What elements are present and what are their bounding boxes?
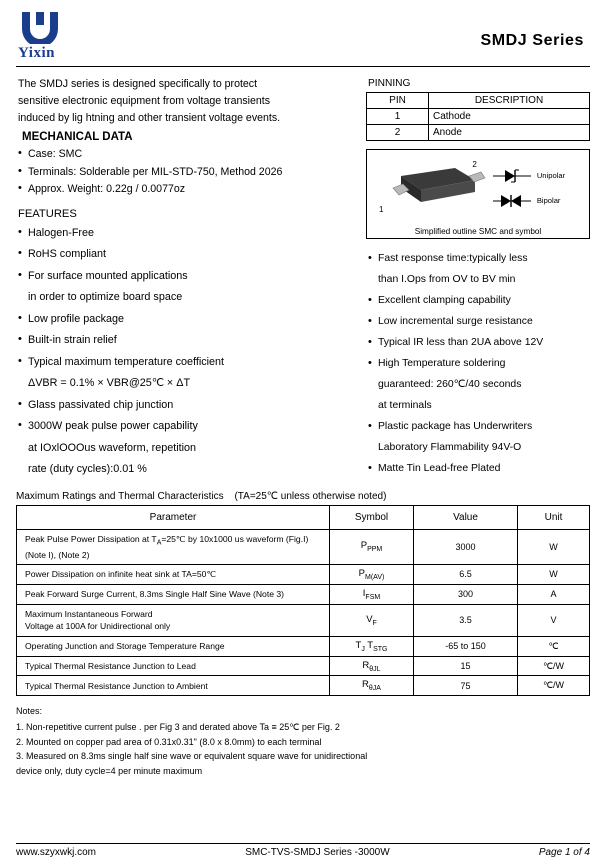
cell-symbol: $V_F$ <box>330 604 414 636</box>
column-header-parameter: Parameter <box>17 505 330 529</box>
table-row <box>17 676 590 696</box>
list-item: • RoHS compliant <box>16 244 358 265</box>
mechanical-data-list <box>16 146 358 197</box>
cell-pin: 1 <box>367 109 429 125</box>
list-item: than I.Ops from OV to BV min <box>378 273 516 285</box>
package-caption: Simplified outline SMC and symbol <box>414 227 542 236</box>
page-title: SMDJ Series <box>480 32 584 49</box>
table-row <box>17 565 590 585</box>
cell-unit: A <box>518 584 590 604</box>
pin-2-marker: 2 <box>472 160 477 169</box>
column-header-unit: Unit <box>518 505 590 529</box>
package-outline-figure <box>366 149 590 239</box>
cell-unit: ℃/W <box>518 656 590 676</box>
unipolar-diode-icon <box>491 168 533 184</box>
list-item: • Excellent clamping capability <box>366 291 590 311</box>
smc-package-drawing <box>371 154 491 222</box>
list-item: • Halogen-Free <box>16 223 358 244</box>
note-item: 3. Measured on 8.3ms single half sine wave or equivalent square wave for unidirectional <box>16 751 368 762</box>
cell-unit: W <box>518 529 590 564</box>
column-header-symbol: Symbol <box>330 505 414 529</box>
cell-parameter: Typical Thermal Resistance Junction to Ambient <box>17 676 330 696</box>
content-columns <box>0 67 606 481</box>
intro-paragraph <box>18 76 358 127</box>
list-item: at terminals <box>378 399 432 411</box>
list-item: in order to optimize board space <box>28 291 183 304</box>
cell-value: 6.5 <box>414 565 518 585</box>
column-header-pin: PIN <box>367 93 429 109</box>
cell-symbol: $I_{FSM}$ <box>330 584 414 604</box>
cell-unit: ℃/W <box>518 676 590 696</box>
table-row <box>367 125 590 141</box>
cell-description: Cathode <box>429 109 590 125</box>
cell-parameter: Peak Pulse Power Dissipation at $T_A=25℃$ by 10x1000 us waveform (Fig.I)(Note I), (Note 2) <box>17 529 330 564</box>
page-footer <box>16 843 590 858</box>
list-item: • For surface mounted applications <box>16 266 358 287</box>
list-item: • Typical maximum temperature coefficient <box>16 352 358 373</box>
right-column <box>366 76 590 481</box>
cell-unit: V <box>518 604 590 636</box>
list-item: • High Temperature soldering <box>366 354 590 374</box>
table-header-row <box>367 93 590 109</box>
list-item: • Case: SMC <box>16 146 358 162</box>
list-item: Laboratory Flammability 94V-O <box>378 441 522 453</box>
note-item: device only, duty cycle=4 per minute maximum <box>16 765 203 776</box>
cell-value: 3.5 <box>414 604 518 636</box>
footer-series: SMC-TVS-SMDJ Series -3000W <box>245 847 390 858</box>
mechanical-data-title: MECHANICAL DATA <box>22 131 133 144</box>
note-item: 2. Mounted on copper pad area of 0.31x0.31" (8.0 x 8.0mm) to each terminal <box>16 736 322 747</box>
list-item: guaranteed: 260℃/40 seconds <box>378 378 522 390</box>
ratings-condition: (TA=25℃ unless otherwise noted) <box>234 490 387 502</box>
intro-line-1: The SMDJ series is designed specifically to protect <box>18 78 258 90</box>
cell-symbol: $T_J$ $T_{STG}$ <box>330 636 414 656</box>
table-row <box>17 636 590 656</box>
intro-line-2: sensitive electronic equipment from voltage transients <box>18 95 271 108</box>
cell-unit: ℃ <box>518 636 590 656</box>
list-item: ΔVBR = 0.1% × VBR@25℃ × ΔT <box>28 377 191 390</box>
brand-name: Yixin <box>18 45 55 61</box>
table-row <box>17 529 590 564</box>
cell-parameter: Maximum Instantaneous Forward Voltage at 100A for Unidirectional only <box>17 604 330 636</box>
list-item: rate (duty cycles):0.01 % <box>28 463 147 476</box>
list-item: • Approx. Weight: 0.22g / 0.0077oz <box>16 181 358 197</box>
list-item: • Matte Tin Lead-free Plated <box>366 459 590 479</box>
notes-section <box>16 704 590 778</box>
footer-website[interactable]: www.szyxwkj.com <box>16 847 97 858</box>
cell-parameter: Power Dissipation on infinite heat sink at TA=50℃ <box>17 565 330 585</box>
page-header <box>0 0 606 62</box>
cell-description: Anode <box>429 125 590 141</box>
cell-symbol: $P_{M(AV)}$ <box>330 565 414 585</box>
left-column <box>16 76 366 481</box>
ratings-table-body <box>17 529 590 696</box>
table-row <box>17 604 590 636</box>
note-item: 1. Non-repetitive current pulse . per Fig 3 and derated above Ta ≡ 25℃ per Fig. 2 <box>16 721 340 732</box>
list-item: • Low incremental surge resistance <box>366 312 590 332</box>
pinning-label: PINNING <box>368 78 411 89</box>
unipolar-symbol-row <box>491 168 585 184</box>
cell-symbol: $P_{PPM}$ <box>330 529 414 564</box>
table-row <box>367 109 590 125</box>
pin-1-marker: 1 <box>379 205 384 214</box>
pinning-table <box>366 92 590 141</box>
footer-page-number: Page 1 of 4 <box>538 847 590 858</box>
ratings-table-title <box>16 491 606 502</box>
cell-value: 75 <box>414 676 518 696</box>
features-list <box>16 223 358 480</box>
list-item: at IOxlOOOus waveform, repetition <box>28 441 197 454</box>
cell-parameter: Operating Junction and Storage Temperature Range <box>17 636 330 656</box>
cell-parameter: Typical Thermal Resistance Junction to Lead <box>17 656 330 676</box>
unipolar-label: Unipolar <box>536 171 566 180</box>
list-item: • Low profile package <box>16 309 358 330</box>
column-header-description: DESCRIPTION <box>429 93 590 109</box>
bipolar-label: Bipolar <box>536 196 561 205</box>
table-row <box>17 584 590 604</box>
list-item: • Typical IR less than 2UA above 12V <box>366 333 590 353</box>
cell-symbol: $R_{\theta JL}$ <box>330 656 414 676</box>
bipolar-symbol-row <box>491 193 585 209</box>
yixin-logo-icon <box>18 10 62 44</box>
ratings-table <box>16 505 590 697</box>
ratings-title-text: Maximum Ratings and Thermal Characteristics <box>16 490 224 502</box>
brand <box>18 10 62 62</box>
notes-heading: Notes: <box>16 706 43 717</box>
cell-value: 300 <box>414 584 518 604</box>
intro-line-3: induced by lig htning and other transient voltage events. <box>18 112 281 125</box>
cell-value: 3000 <box>414 529 518 564</box>
cell-symbol: $R_{\theta JA}$ <box>330 676 414 696</box>
cell-value: 15 <box>414 656 518 676</box>
list-item: • Terminals: Solderable per MIL-STD-750, Method 2026 <box>16 164 358 180</box>
cell-parameter: Peak Forward Surge Current, 8.3ms Single Half Sine Wave (Note 3) <box>17 584 330 604</box>
list-item: • 3000W peak pulse power capability <box>16 416 358 437</box>
cell-unit: W <box>518 565 590 585</box>
table-header-row <box>17 505 590 529</box>
column-header-value: Value <box>414 505 518 529</box>
table-row <box>17 656 590 676</box>
list-item: • Built-in strain relief <box>16 330 358 351</box>
right-features-list <box>366 249 590 479</box>
list-item: • Fast response time:typically less <box>366 249 590 269</box>
list-item: • Plastic package has Underwriters <box>366 417 590 437</box>
bipolar-diode-icon <box>491 193 533 209</box>
cell-value: -65 to 150 <box>414 636 518 656</box>
cell-pin: 2 <box>367 125 429 141</box>
list-item: • Glass passivated chip junction <box>16 395 358 416</box>
features-title: FEATURES <box>18 207 77 220</box>
